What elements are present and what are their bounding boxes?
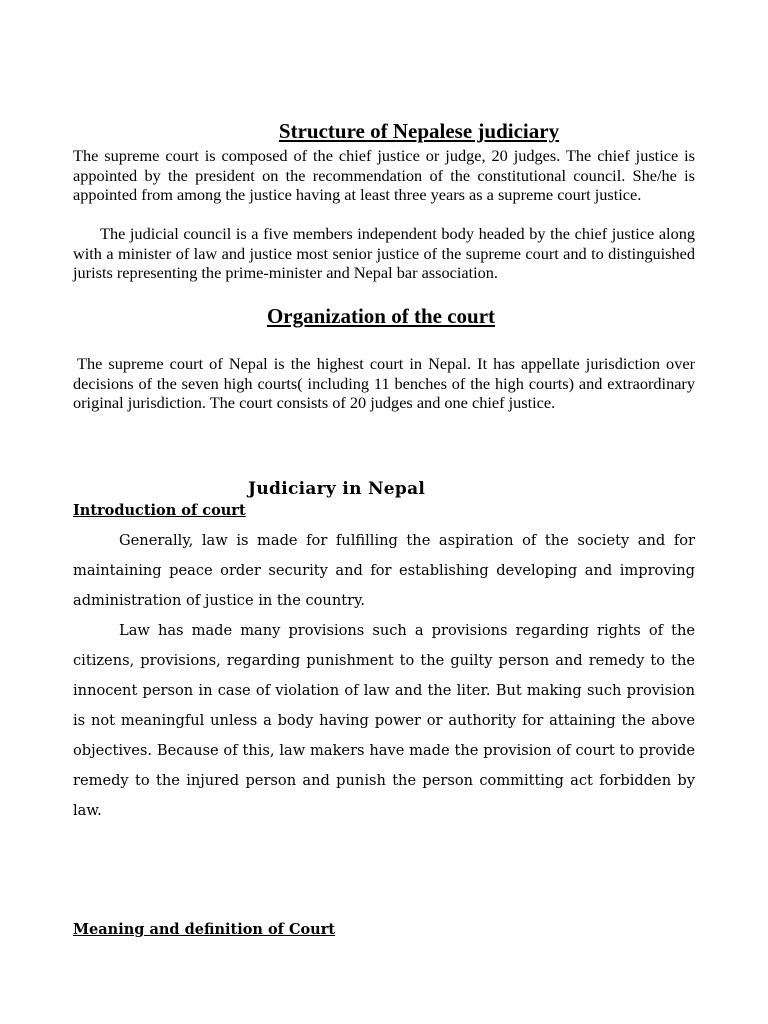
subheading-meaning-of-court: Meaning and definition of Court bbox=[73, 921, 336, 938]
paragraph-law-aspiration: Generally, law is made for fulfilling the aspiration of the society and for maintaining peace order security and for establishing developing and improving administration of justice in the country. bbox=[73, 532, 695, 609]
heading-structure-of-judiciary: Structure of Nepalese judiciary bbox=[278, 119, 560, 143]
paragraph-supreme-court-of-nepal: The supreme court of Nepal is the highest court in Nepal. It has appellate jurisdiction over decisions of the seven high courts( including 11 benches of the high courts) and extraordinary original jurisdiction. The court consists of 20 judges and one chief justice. bbox=[73, 354, 695, 413]
heading-judiciary-in-nepal: Judiciary in Nepal bbox=[248, 479, 426, 499]
heading-organization-of-court: Organization of the court bbox=[266, 304, 496, 328]
paragraph-judicial-council: The judicial council is a five members independent body headed by the chief justice along with a minister of law and justice most senior justice of the supreme court and to distinguished jurists representing the prime-minister and Nepal bar association. bbox=[73, 224, 695, 283]
paragraph-supreme-court-composition: The supreme court is composed of the chief justice or judge, 20 judges. The chief justice is appointed by the president on the recommendation of the constitutional council. She/he is appointed from among the justice having at least three years as a supreme court justice. bbox=[73, 146, 695, 205]
subheading-introduction-of-court: Introduction of court bbox=[73, 502, 246, 519]
paragraph-law-provisions: Law has made many provisions such a provisions regarding rights of the citizens, provisions, regarding punishment to the guilty person and remedy to the innocent person in case of violation of law and the liter. But making such provision is not meaningful unless a body having power or authority for attaining the above objectives. Because of this, law makers have made the provision of court to provide remedy to the injured person and punish the person committing act forbidden by law. bbox=[73, 622, 695, 819]
